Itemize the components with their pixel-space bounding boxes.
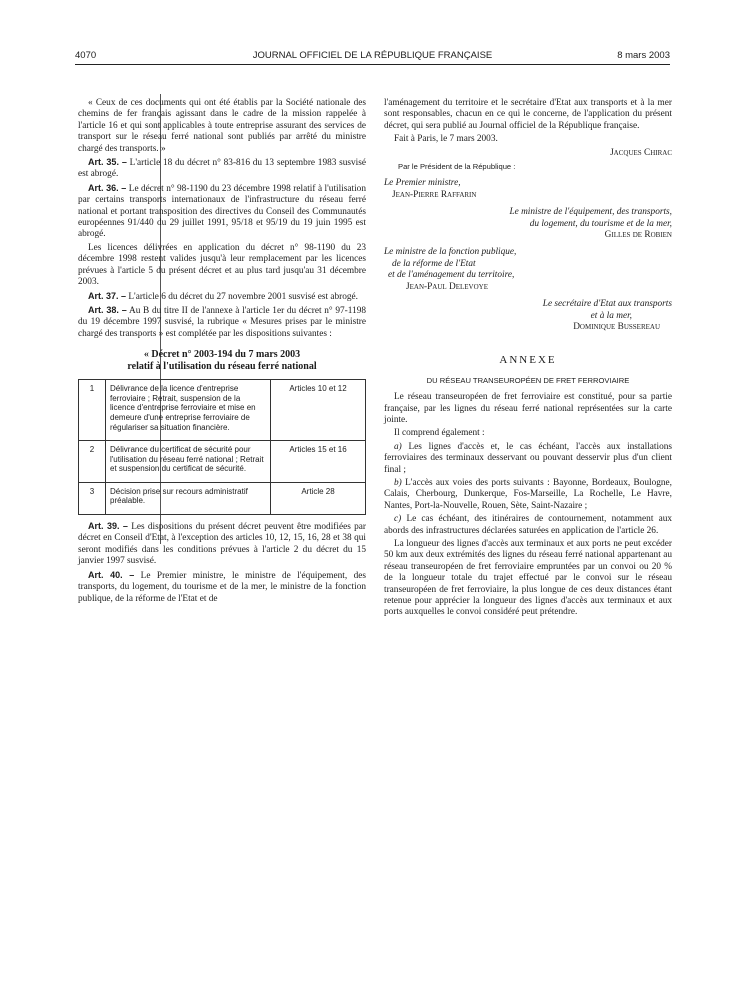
annex-subtitle: DU RÉSEAU TRANSEUROPÉEN DE FRET FERROVIAIRE xyxy=(426,375,630,385)
row-reference: Articles 10 et 12 xyxy=(271,380,366,441)
table-row xyxy=(79,441,366,483)
article-38 xyxy=(78,305,366,340)
article-36 xyxy=(78,183,366,241)
left-column xyxy=(78,98,366,607)
item-letter: c) xyxy=(394,514,402,525)
row-description: Décision prise sur recours administratif préalable. xyxy=(106,482,271,514)
decisions-table xyxy=(78,379,366,515)
signatory-name: Dominique Bussereau xyxy=(573,321,660,332)
paragraph: « Ceux de ces documents qui ont été établis par la Société nationale des chemins de fer français agissant dans le cadre de la mission rappelée à l'article 16 et qui sont applicables à toute entreprise assurant des services de transport sur le réseau ferré national sont publiés par arrêté du ministre chargé des transports. » xyxy=(78,98,366,154)
by-the-president: Par le Président de la République : xyxy=(398,162,516,172)
article-35 xyxy=(78,157,366,181)
page-number: 4070 xyxy=(75,50,97,61)
row-reference: Article 28 xyxy=(271,482,366,514)
signatory-role: Le ministre de l'équipement, des transports, xyxy=(509,207,672,218)
row-number: 3 xyxy=(79,482,106,514)
item-text: Les lignes d'accès et, le cas échéant, l'accès aux installations ferroviaires des terminaux desservant ou pouvant desservir plus d'un client final ; xyxy=(384,441,672,475)
decree-title xyxy=(78,349,366,373)
annex-title: ANNEXE xyxy=(499,354,557,367)
signature-secretary-of-state xyxy=(384,299,672,333)
paragraph: La longueur des lignes d'accès aux terminaux et aux ports ne peut excéder 50 km aux deux extrémités des lignes du réseau ferré national appartenant au réseau transeuropéen de fret ferroviaire empruntées par un convoi ou 20 % de la longueur totale du trajet effectué par le convoi sur le réseau transeuropéen de fret ferroviaire, la plus longue de ces deux distances étant retenue pour apprécier la longueur des lignes d'accès aux terminaux et aux ports auxquelles le convoi considéré peut prétendre. xyxy=(384,539,672,618)
signatory-role: et à la mer, xyxy=(590,310,632,321)
article-40 xyxy=(78,570,366,605)
item-letter: b) xyxy=(394,477,402,488)
article-label: Art. 36. – xyxy=(88,182,127,193)
article-text: L'article 18 du décret n° 83-816 du 13 septembre 1983 susvisé est abrogé. xyxy=(78,158,366,180)
article-label: Art. 39. – xyxy=(88,521,128,532)
article-text: Au B du titre II de l'annexe à l'article 1er du décret n° 97-1198 du 19 décembre 1997 susvisé, la rubrique « Mesures prises par le ministre chargé des transports » est complétée par les dispositions suivantes : xyxy=(78,305,366,339)
signatory-role: de la réforme de l'Etat xyxy=(392,258,476,269)
article-label: Art. 40. – xyxy=(88,569,135,580)
decree-title-line: « Décret n° 2003-194 du 7 mars 2003 xyxy=(143,349,301,361)
issue-date: 8 mars 2003 xyxy=(617,50,670,61)
list-item xyxy=(384,442,672,476)
article-label: Art. 37. – xyxy=(88,290,127,301)
table-row xyxy=(79,380,366,441)
article-37 xyxy=(78,291,366,303)
row-number: 2 xyxy=(79,441,106,483)
decree-title-line: relatif à l'utilisation du réseau ferré national xyxy=(127,361,317,373)
article-39 xyxy=(78,521,366,568)
signatory-role: du logement, du tourisme et de la mer, xyxy=(529,218,672,229)
signatory-name: Jean-Paul Delevoye xyxy=(406,281,488,292)
signatory-role: Le ministre de la fonction publique, xyxy=(384,247,517,258)
article-text: Le Premier ministre, le ministre de l'équipement, des transports, du logement, du tourisme et de la mer, le ministre de la fonction publique, de la réforme de l'Etat et de xyxy=(78,570,366,604)
item-text: Le cas échéant, des itinéraires de contournement, notamment aux abords des infrastructures déclarées saturées en application de l'article 26. xyxy=(384,514,673,536)
header-rule xyxy=(75,64,670,65)
signatory-name: Jean-Pierre Raffarin xyxy=(392,189,477,200)
row-number: 1 xyxy=(79,380,106,441)
item-text: L'accès aux voies des ports suivants : Bayonne, Bordeaux, Boulogne, Calais, Cherbourg, Dunkerque, Fos-Marseille, La Rochelle, Le Havre, Nantes, Port-la-Nouvelle, Rouen, Sète, Saint-Nazaire ; xyxy=(384,477,672,511)
article-text: L'article 6 du décret du 27 novembre 2001 susvisé est abrogé. xyxy=(128,291,358,302)
article-label: Art. 38. – xyxy=(88,304,127,315)
journal-title: JOURNAL OFFICIEL DE LA RÉPUBLIQUE FRANÇAISE xyxy=(252,50,493,61)
signing-place-date: Fait à Paris, le 7 mars 2003. xyxy=(394,134,498,145)
table-row xyxy=(79,482,366,514)
paragraph: l'aménagement du territoire et le secrétaire d'Etat aux transports et à la mer sont responsables, chacun en ce qui le concerne, de l'application du présent décret, qui sera publié au Journal officiel de la République française. xyxy=(384,98,672,131)
right-column xyxy=(384,98,672,621)
list-item xyxy=(384,478,672,512)
president-signature: Jacques Chirac xyxy=(610,147,672,158)
article-text: Les dispositions du présent décret peuvent être modifiées par décret en Conseil d'Etat, à l'exception des articles 10, 12, 15, 16, 28 et 38 qui seront modifiés dans les conditions prévues à l'article 2 du décret du 15 janvier 1997 susvisé. xyxy=(78,522,366,567)
paragraph: Les licences délivrées en application du décret n° 98-1190 du 23 décembre 1998 restent valides jusqu'à leur remplacement par les licences prévues à l'article 5 du présent décret et au plus tard jusqu'au 31 décembre 2003. xyxy=(78,242,366,288)
signatory-role: Le secrétaire d'Etat aux transports xyxy=(542,299,672,310)
row-description: Délivrance du certificat de sécurité pour l'utilisation du réseau ferré national ; Retrait et suspension du certificat de sécurité. xyxy=(106,441,271,483)
paragraph: Le réseau transeuropéen de fret ferroviaire est constitué, pour sa partie française, par les lignes du réseau ferré national représentées sur la carte jointe. xyxy=(384,392,672,425)
item-letter: a) xyxy=(394,441,402,452)
page-header xyxy=(75,50,670,64)
signatory-role: Le Premier ministre, xyxy=(384,178,461,189)
signature-prime-minister xyxy=(384,178,672,201)
paragraph: Il comprend également : xyxy=(394,428,485,439)
signature-equipment-minister xyxy=(384,207,672,241)
article-label: Art. 35. – xyxy=(88,157,127,168)
row-description: Délivrance de la licence d'entreprise ferroviaire ; Retrait, suspension de la licence d'entreprise ferroviaire et mise en demeure d'une entreprise ferroviaire de régulariser sa situation financière. xyxy=(106,380,271,441)
row-reference: Articles 15 et 16 xyxy=(271,441,366,483)
signatory-role: et de l'aménagement du territoire, xyxy=(388,270,515,281)
signature-public-service-minister xyxy=(384,247,672,293)
list-item xyxy=(384,514,672,537)
signatory-name: Gilles de Robien xyxy=(604,230,672,241)
article-text: Le décret n° 98-1190 du 23 décembre 1998 relatif à l'utilisation par certains transports internationaux de l'infrastructure du réseau ferré national et portant transposition des directives du Conseil des Communautés européennes 91/440 du 29 juillet 1991, 95/18 et 95/19 du 19 juin 1995 est abrogé. xyxy=(78,183,366,240)
